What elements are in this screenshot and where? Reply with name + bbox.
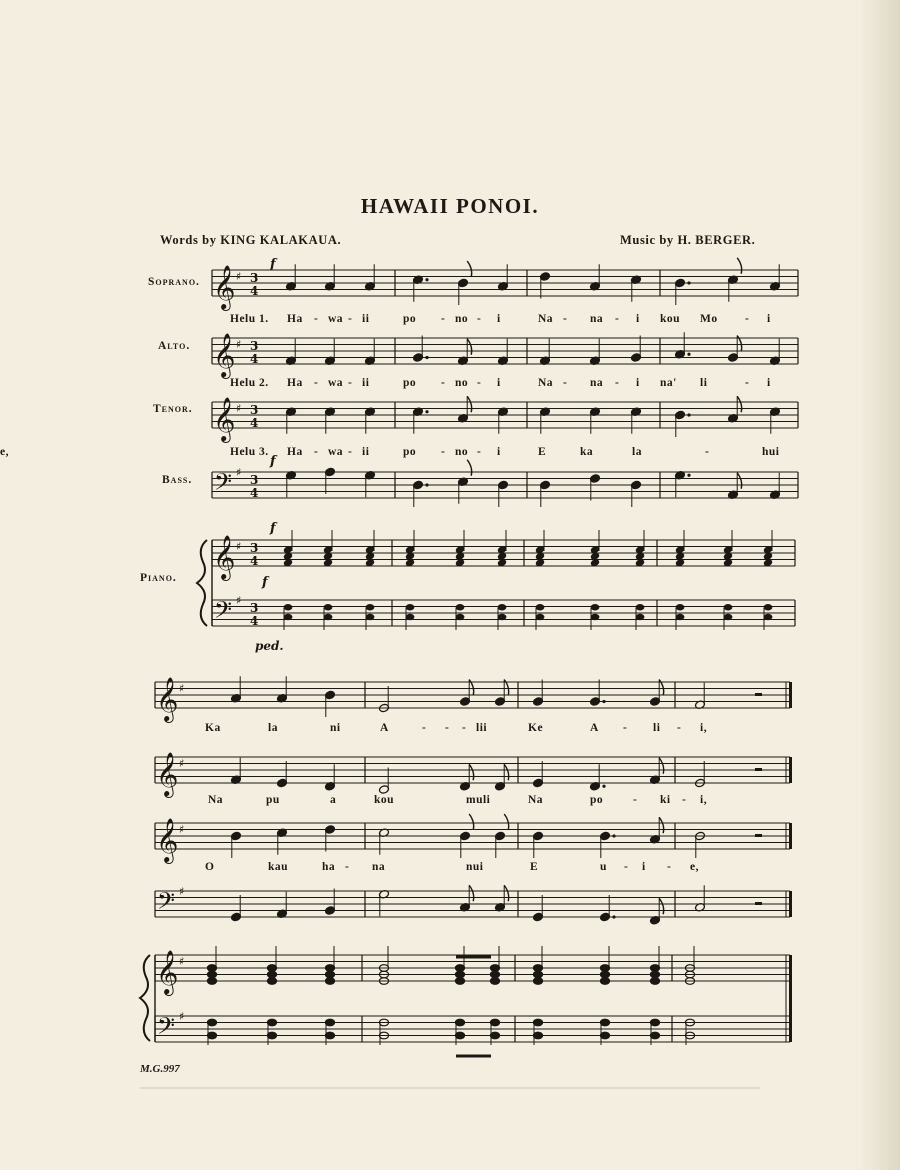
bass-clef-icon: 𝄢 bbox=[214, 468, 233, 501]
part-label-piano: Piano. bbox=[140, 572, 177, 584]
lyric-syllable: E bbox=[530, 861, 539, 873]
time-signature-bottom: 4 bbox=[250, 352, 259, 366]
lyric-syllable: Ha bbox=[287, 446, 303, 458]
lyric-syllable: - bbox=[314, 377, 319, 389]
lyric-syllable: i bbox=[497, 446, 501, 458]
bass-clef-icon: 𝄢 bbox=[214, 596, 233, 629]
lyric-syllable: na bbox=[372, 861, 386, 873]
lyric-syllable: ha bbox=[322, 861, 336, 873]
lyric-syllable: - bbox=[477, 446, 482, 458]
lyric-syllable: - bbox=[563, 377, 568, 389]
lyric-syllable: - bbox=[615, 377, 620, 389]
key-sharp-icon: ♯ bbox=[179, 1010, 185, 1023]
treble-clef-icon: 𝄞 bbox=[213, 397, 236, 441]
lyric-syllable: i bbox=[767, 313, 771, 325]
lyric-syllable: po bbox=[403, 446, 417, 458]
dynamic-forte: f bbox=[270, 257, 276, 272]
treble-clef-icon: 𝄞 bbox=[156, 950, 179, 994]
lyric-syllable: i bbox=[497, 377, 501, 389]
dynamic-forte: f bbox=[270, 454, 276, 469]
lyric-syllable: no bbox=[455, 446, 469, 458]
key-sharp-icon: ♯ bbox=[236, 466, 242, 479]
lyric-syllable: - bbox=[348, 446, 353, 458]
time-signature-bottom: 4 bbox=[250, 614, 259, 628]
lyric-syllable: po bbox=[403, 313, 417, 325]
lyric-syllable: wa bbox=[328, 446, 344, 458]
lyric-syllable: i bbox=[767, 377, 771, 389]
key-sharp-icon: ♯ bbox=[236, 594, 242, 607]
dynamic-forte: f bbox=[262, 575, 268, 590]
lyric-syllable: i, bbox=[700, 722, 708, 734]
treble-clef-icon: 𝄞 bbox=[156, 677, 179, 721]
lyric-syllable: u bbox=[600, 861, 607, 873]
lyric-syllable: Helu 3. bbox=[230, 446, 269, 458]
time-signature-bottom: 4 bbox=[250, 486, 259, 500]
lyric-syllable: i bbox=[636, 377, 640, 389]
lyric-syllable: - bbox=[745, 313, 750, 325]
lyric-syllable: - bbox=[462, 722, 467, 734]
time-signature-top: 3 bbox=[250, 271, 259, 285]
treble-clef-icon: 𝄞 bbox=[213, 535, 236, 579]
composer-credit: Music by H. BERGER. bbox=[620, 233, 756, 247]
lyric-syllable: - bbox=[348, 377, 353, 389]
lyricist-credit: Words by KING KALAKAUA. bbox=[160, 233, 342, 247]
lyric-syllable: kou bbox=[660, 313, 681, 325]
lyric-syllable: - bbox=[682, 794, 687, 806]
part-label-tenor: Tenor. bbox=[153, 403, 193, 415]
time-signature-top: 3 bbox=[250, 541, 259, 555]
lyric-syllable: pu bbox=[266, 794, 280, 806]
key-sharp-icon: ♯ bbox=[236, 270, 242, 283]
lyric-syllable: ni bbox=[330, 722, 341, 734]
lyric-syllable: Ke bbox=[528, 722, 544, 734]
lyric-syllable: na bbox=[590, 313, 604, 325]
time-signature-bottom: 4 bbox=[250, 416, 259, 430]
lyric-syllable: na bbox=[590, 377, 604, 389]
lyric-syllable: - bbox=[314, 446, 319, 458]
lyric-syllable: - bbox=[422, 722, 427, 734]
song-title: HAWAII PONOI. bbox=[360, 194, 540, 218]
lyric-syllable: Na bbox=[538, 377, 554, 389]
lyric-syllable: hui bbox=[762, 446, 780, 458]
part-label-soprano: Soprano. bbox=[148, 276, 200, 288]
treble-clef-icon: 𝄞 bbox=[213, 265, 236, 309]
lyric-syllable: kau bbox=[268, 861, 289, 873]
lyric-syllable: - bbox=[314, 313, 319, 325]
lyric-syllable: po bbox=[590, 794, 604, 806]
key-sharp-icon: ♯ bbox=[179, 823, 185, 836]
lyric-syllable: la bbox=[268, 722, 278, 734]
lyric-syllable: A bbox=[380, 722, 389, 734]
lyric-syllable: Na bbox=[528, 794, 544, 806]
lyric-syllable: Ha bbox=[287, 377, 303, 389]
lyric-syllable: ka bbox=[580, 446, 594, 458]
lyric-syllable: i bbox=[497, 313, 501, 325]
plate-number: M.G.997 bbox=[140, 1063, 180, 1075]
bass-clef-icon: 𝄢 bbox=[157, 887, 176, 920]
lyric-syllable: i, bbox=[700, 794, 708, 806]
key-sharp-icon: ♯ bbox=[236, 540, 242, 553]
lyric-syllable: li bbox=[653, 722, 661, 734]
treble-clef-icon: 𝄞 bbox=[156, 818, 179, 862]
treble-clef-icon: 𝄞 bbox=[156, 752, 179, 796]
key-sharp-icon: ♯ bbox=[236, 338, 242, 351]
lyric-syllable: no bbox=[455, 313, 469, 325]
lyric-syllable: - bbox=[348, 313, 353, 325]
lyric-syllable: lii bbox=[476, 722, 488, 734]
lyric-syllable: - bbox=[615, 313, 620, 325]
lyric-syllable: - bbox=[667, 861, 672, 873]
lyric-syllable: ii bbox=[362, 313, 370, 325]
lyric-syllable: - bbox=[477, 377, 482, 389]
part-label-bass: Bass. bbox=[162, 474, 193, 486]
key-sharp-icon: ♯ bbox=[179, 955, 185, 968]
lyric-syllable: ii bbox=[362, 377, 370, 389]
lyric-syllable: Mo bbox=[700, 313, 718, 325]
time-signature-top: 3 bbox=[250, 339, 259, 353]
lyric-syllable: wa bbox=[328, 377, 344, 389]
lyric-syllable: na' bbox=[660, 377, 677, 389]
lyric-syllable: - bbox=[677, 722, 682, 734]
lyric-syllable: ki bbox=[660, 794, 671, 806]
lyric-syllable: Na bbox=[538, 313, 554, 325]
lyric-syllable: e, bbox=[0, 446, 9, 458]
lyric-syllable: Na bbox=[208, 794, 224, 806]
lyric-syllable: - bbox=[441, 313, 446, 325]
key-sharp-icon: ♯ bbox=[179, 682, 185, 695]
lyric-syllable: Ka bbox=[205, 722, 221, 734]
lyric-syllable: - bbox=[345, 861, 350, 873]
treble-clef-icon: 𝄞 bbox=[213, 333, 236, 377]
dynamic-forte: f bbox=[270, 521, 276, 536]
part-label-alto: Alto. bbox=[158, 340, 191, 352]
time-signature-top: 3 bbox=[250, 601, 259, 615]
lyric-syllable: - bbox=[477, 313, 482, 325]
key-sharp-icon: ♯ bbox=[179, 757, 185, 770]
lyric-syllable: i bbox=[636, 313, 640, 325]
lyric-syllable: ii bbox=[362, 446, 370, 458]
lyric-syllable: no bbox=[455, 377, 469, 389]
key-sharp-icon: ♯ bbox=[236, 402, 242, 415]
bass-clef-icon: 𝄢 bbox=[157, 1012, 176, 1045]
lyric-syllable: A bbox=[590, 722, 599, 734]
lyric-syllable: i bbox=[642, 861, 646, 873]
lyric-syllable: a bbox=[330, 794, 337, 806]
lyric-syllable: E bbox=[538, 446, 547, 458]
time-signature-top: 3 bbox=[250, 403, 259, 417]
time-signature-bottom: 4 bbox=[250, 554, 259, 568]
lyric-syllable: wa bbox=[328, 313, 344, 325]
lyric-syllable: nui bbox=[466, 861, 484, 873]
lyric-syllable: po bbox=[403, 377, 417, 389]
lyric-syllable: Helu 1. bbox=[230, 313, 269, 325]
time-signature-bottom: 4 bbox=[250, 284, 259, 298]
pedal-marking: ped. bbox=[255, 639, 284, 653]
lyric-syllable: kou bbox=[374, 794, 395, 806]
lyric-syllable: - bbox=[445, 722, 450, 734]
lyric-syllable: - bbox=[441, 377, 446, 389]
lyric-syllable: muli bbox=[466, 794, 491, 806]
lyric-syllable: - bbox=[441, 446, 446, 458]
lyric-syllable: Ha bbox=[287, 313, 303, 325]
lyric-syllable: - bbox=[623, 722, 628, 734]
lyric-syllable: O bbox=[205, 861, 215, 873]
lyric-syllable: li bbox=[700, 377, 708, 389]
lyric-syllable: Helu 2. bbox=[230, 377, 269, 389]
lyric-syllable: - bbox=[633, 794, 638, 806]
lyric-syllable: - bbox=[705, 446, 710, 458]
lyric-syllable: - bbox=[745, 377, 750, 389]
lyric-syllable: - bbox=[624, 861, 629, 873]
lyric-syllable: e, bbox=[690, 861, 699, 873]
lyric-syllable: - bbox=[563, 313, 568, 325]
lyric-syllable: la bbox=[632, 446, 642, 458]
time-signature-top: 3 bbox=[250, 473, 259, 487]
key-sharp-icon: ♯ bbox=[179, 885, 185, 898]
